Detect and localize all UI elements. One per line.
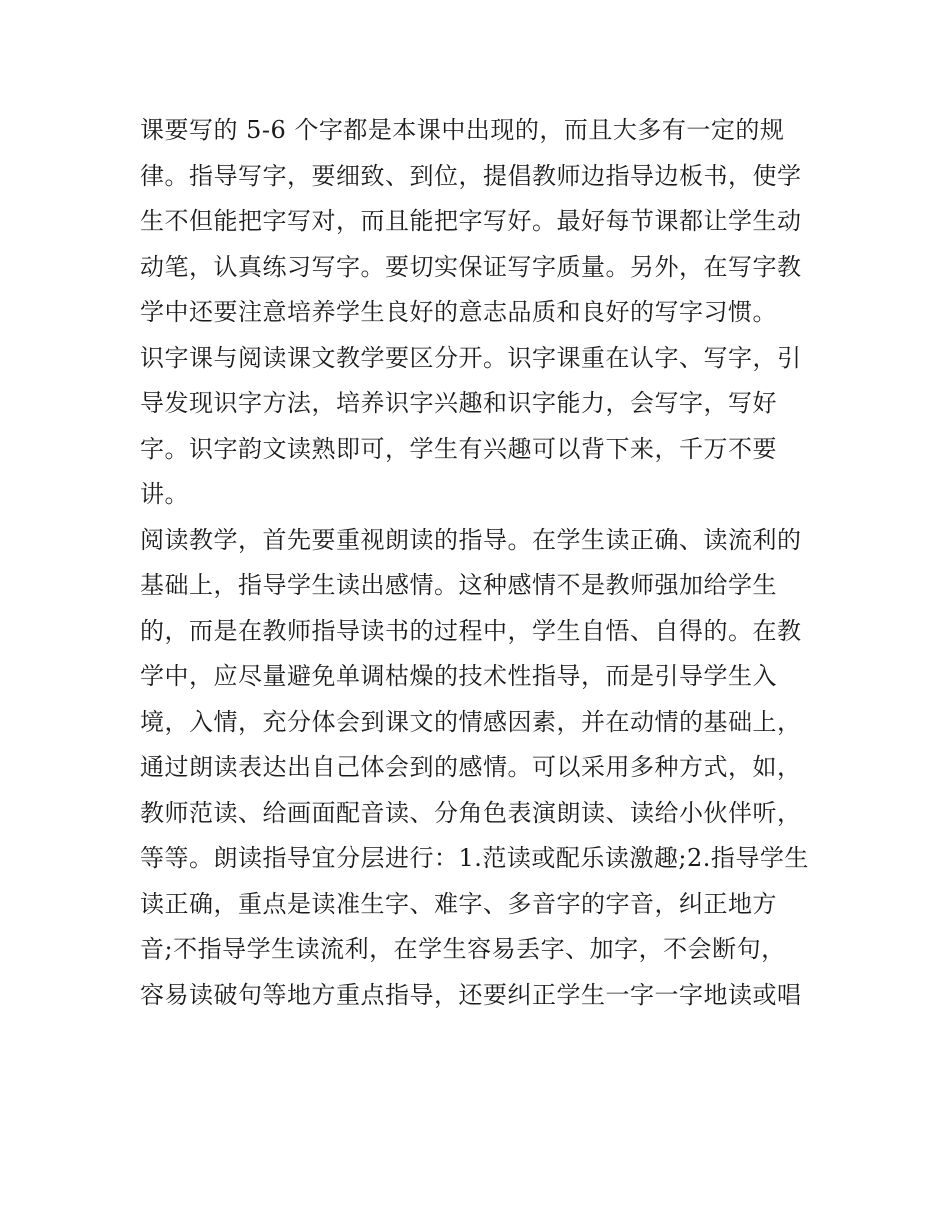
text-line: 容易读破句等地方重点指导，还要纠正学生一字一字地读或唱 [140, 980, 802, 1009]
text-line: 教师范读、给画面配音读、分角色表演朗读、读给小伙伴听， [140, 798, 802, 827]
text-line: 读正确，重点是读准生字、难字、多音字的字音，纠正地方 [140, 889, 777, 918]
text-line: 通过朗读表达出自己体会到的感情。可以采用多种方式，如， [140, 753, 802, 781]
text-line: 律。指导写字，要细致、到位，提倡教师边指导边板书，使学 [140, 161, 802, 190]
text-line: 境，入情，充分体会到课文的情感因素，并在动情的基础上， [140, 707, 802, 736]
text-line: 学中还要注意培养学生良好的意志品质和良好的写字习惯。 [140, 298, 777, 326]
text-line: 字。识字韵文读熟即可，学生有兴趣可以背下来，千万不要 [140, 434, 777, 463]
text-line: 阅读教学，首先要重视朗读的指导。在学生读正确、读流利的 [140, 525, 802, 554]
text-line: 的，而是在教师指导读书的过程中，学生自悟、自得的。在教 [140, 616, 802, 645]
text-line: 讲。 [140, 480, 189, 508]
text-line: 课要写的 5-6 个字都是本课中出现的，而且大多有一定的规 [140, 116, 785, 144]
body-text [140, 108, 820, 1018]
text-line: 导发现识字方法，培养识字兴趣和识字能力，会写字，写好 [140, 389, 777, 417]
text-line: 动笔，认真练习写字。要切实保证写字质量。另外，在写字教 [140, 252, 802, 281]
text-line: 音;不指导学生读流利，在学生容易丢字、加字，不会断句， [140, 935, 786, 963]
text-line: 基础上，指导学生读出感情。这种感情不是教师强加给学生 [140, 571, 777, 599]
text-line: 生不但能把字写对，而且能把字写好。最好每节课都让学生动 [140, 207, 802, 235]
text-line: 等等。朗读指导宜分层进行：1.范读或配乐读激趣;2.指导学生 [140, 844, 809, 872]
text-line: 学中，应尽量避免单调枯燥的技术性指导，而是引导学生入 [140, 662, 777, 690]
text-line: 识字课与阅读课文教学要区分开。识字课重在认字、写字，引 [140, 343, 802, 372]
